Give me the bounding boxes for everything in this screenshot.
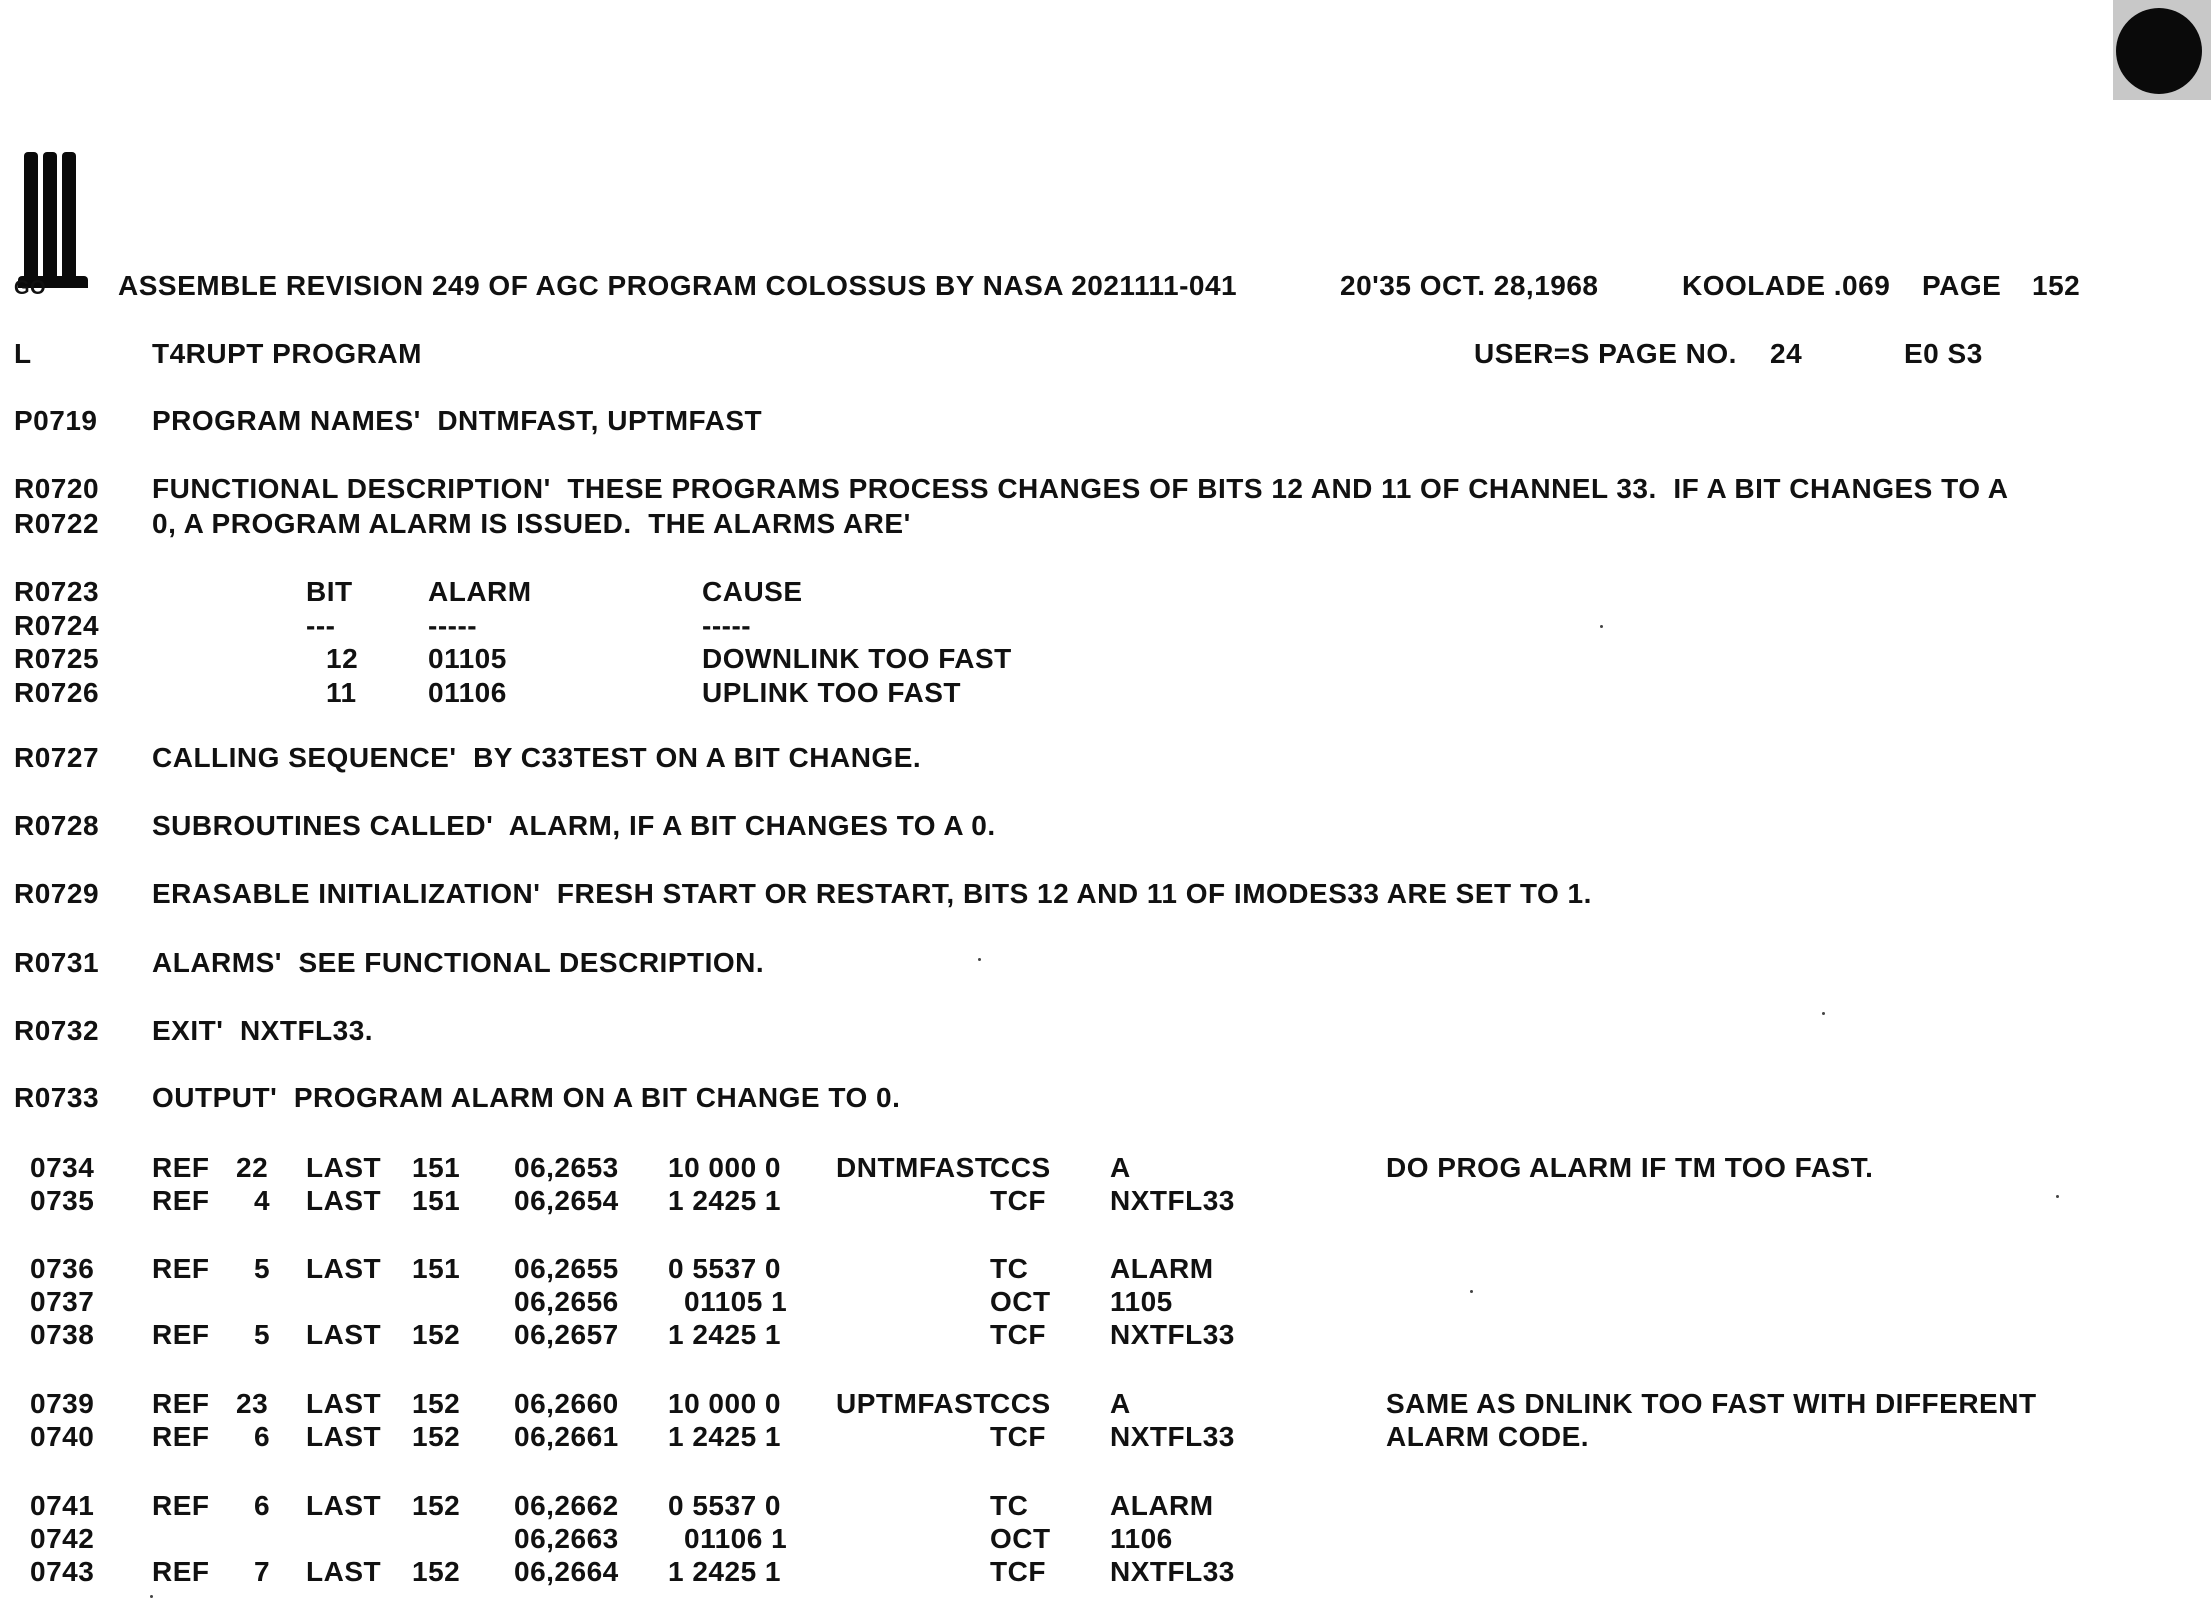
line-id: R0728 bbox=[14, 810, 100, 841]
section-title: T4RUPT PROGRAM bbox=[152, 338, 422, 369]
code-label: UPTMFAST bbox=[836, 1388, 991, 1419]
code-ref-count: 4 bbox=[254, 1185, 271, 1216]
code-operand: NXTFL33 bbox=[1110, 1421, 1235, 1452]
code-address: 06,2663 bbox=[514, 1523, 619, 1554]
code-ref: REF bbox=[152, 1490, 210, 1521]
code-word: 01106 1 bbox=[684, 1523, 788, 1554]
code-ref-count: 22 bbox=[236, 1152, 269, 1183]
line-id: R0727 bbox=[14, 742, 100, 773]
comment-text: 0, A PROGRAM ALARM IS ISSUED. THE ALARMS ARE' bbox=[152, 508, 911, 539]
code-last-page: 151 bbox=[412, 1185, 461, 1216]
line-id: R0723 bbox=[14, 576, 100, 607]
code-word: 1 2425 1 bbox=[668, 1319, 781, 1350]
line-id: 0735 bbox=[30, 1185, 95, 1216]
code-ref-count: 5 bbox=[254, 1253, 271, 1284]
alarm-table-cause: CAUSE bbox=[702, 576, 803, 607]
speck bbox=[1470, 1290, 1473, 1293]
line-id: 0737 bbox=[30, 1286, 95, 1317]
speck bbox=[1822, 1012, 1825, 1015]
code-last-page: 152 bbox=[412, 1319, 461, 1350]
header-mark: GO bbox=[14, 277, 47, 299]
code-opcode: CCS bbox=[990, 1388, 1051, 1419]
alarm-table-bit: BIT bbox=[306, 576, 353, 607]
code-last-page: 152 bbox=[412, 1388, 461, 1419]
code-word: 0 5537 0 bbox=[668, 1253, 781, 1284]
code-last: LAST bbox=[306, 1556, 382, 1587]
punch-hole-icon bbox=[2116, 8, 2202, 94]
code-comment: SAME AS DNLINK TOO FAST WITH DIFFERENT bbox=[1386, 1388, 2037, 1419]
code-ref: REF bbox=[152, 1152, 210, 1183]
line-id: 0736 bbox=[30, 1253, 95, 1284]
code-word: 1 2425 1 bbox=[668, 1185, 781, 1216]
code-ref-count: 5 bbox=[254, 1319, 271, 1350]
code-last-page: 152 bbox=[412, 1490, 461, 1521]
line-id: R0729 bbox=[14, 878, 100, 909]
code-last: LAST bbox=[306, 1152, 382, 1183]
page-number: 152 bbox=[2032, 270, 2081, 301]
code-ref: REF bbox=[152, 1185, 210, 1216]
code-address: 06,2656 bbox=[514, 1286, 619, 1317]
code-ref-count: 6 bbox=[254, 1490, 271, 1521]
code-comment: ALARM CODE. bbox=[1386, 1421, 1590, 1452]
code-operand: NXTFL33 bbox=[1110, 1319, 1235, 1350]
code-label: DNTMFAST bbox=[836, 1152, 993, 1183]
code-ref: REF bbox=[152, 1253, 210, 1284]
code-word: 1 2425 1 bbox=[668, 1556, 781, 1587]
code-address: 06,2657 bbox=[514, 1319, 619, 1350]
alarm-table-cause: DOWNLINK TOO FAST bbox=[702, 643, 1012, 674]
line-id: R0731 bbox=[14, 947, 100, 978]
code-ref: REF bbox=[152, 1421, 210, 1452]
line-id: 0740 bbox=[30, 1421, 95, 1452]
assembly-title: ASSEMBLE REVISION 249 OF AGC PROGRAM COLOSSUS BY NASA 2021111-041 bbox=[118, 270, 1238, 301]
code-last: LAST bbox=[306, 1421, 382, 1452]
line-id: R0722 bbox=[14, 508, 100, 539]
code-opcode: OCT bbox=[990, 1523, 1051, 1554]
alarm-table-alarm: ALARM bbox=[428, 576, 532, 607]
code-opcode: TCF bbox=[990, 1185, 1046, 1216]
code-opcode: TC bbox=[990, 1253, 1029, 1284]
line-id: R0725 bbox=[14, 643, 100, 674]
alarm-table-alarm: 01106 bbox=[428, 677, 507, 708]
code-ref: REF bbox=[152, 1319, 210, 1350]
line-id: R0726 bbox=[14, 677, 100, 708]
line-id: 0742 bbox=[30, 1523, 95, 1554]
alarm-table-bit: --- bbox=[306, 610, 336, 641]
speck bbox=[2056, 1195, 2059, 1198]
code-operand: 1106 bbox=[1110, 1523, 1173, 1554]
speck bbox=[978, 958, 981, 961]
code-address: 06,2664 bbox=[514, 1556, 619, 1587]
assembly-user: KOOLADE .069 bbox=[1682, 270, 1891, 301]
line-id: 0738 bbox=[30, 1319, 95, 1350]
code-last: LAST bbox=[306, 1388, 382, 1419]
alarm-table-bit: 11 bbox=[326, 677, 357, 708]
code-word: 01105 1 bbox=[684, 1286, 788, 1317]
code-last-page: 151 bbox=[412, 1253, 461, 1284]
assembly-datetime: 20'35 OCT. 28,1968 bbox=[1340, 270, 1599, 301]
code-address: 06,2662 bbox=[514, 1490, 619, 1521]
alarm-table-bit: 12 bbox=[326, 643, 359, 674]
line-id: 0741 bbox=[30, 1490, 95, 1521]
code-ref-count: 7 bbox=[254, 1556, 271, 1587]
code-operand: A bbox=[1110, 1388, 1131, 1419]
code-operand: 1105 bbox=[1110, 1286, 1173, 1317]
code-ref-count: 6 bbox=[254, 1421, 271, 1452]
code-operand: NXTFL33 bbox=[1110, 1185, 1235, 1216]
line-id: R0720 bbox=[14, 473, 100, 504]
code-word: 10 000 0 bbox=[668, 1152, 781, 1183]
line-id: 0734 bbox=[30, 1152, 95, 1183]
code-word: 10 000 0 bbox=[668, 1388, 781, 1419]
code-operand: NXTFL33 bbox=[1110, 1556, 1235, 1587]
code-address: 06,2653 bbox=[514, 1152, 619, 1183]
user-page-number: 24 bbox=[1770, 338, 1803, 369]
code-opcode: TC bbox=[990, 1490, 1029, 1521]
alarm-table-cause: UPLINK TOO FAST bbox=[702, 677, 961, 708]
section-code: E0 S3 bbox=[1904, 338, 1983, 369]
page-label: PAGE bbox=[1922, 270, 2002, 301]
code-word: 1 2425 1 bbox=[668, 1421, 781, 1452]
code-last-page: 152 bbox=[412, 1556, 461, 1587]
code-last: LAST bbox=[306, 1185, 382, 1216]
speck bbox=[1600, 625, 1603, 628]
subheader-flag: L bbox=[14, 338, 32, 369]
code-ref: REF bbox=[152, 1388, 210, 1419]
speck bbox=[150, 1595, 153, 1598]
code-opcode: CCS bbox=[990, 1152, 1051, 1183]
code-last-page: 152 bbox=[412, 1421, 461, 1452]
code-ref: REF bbox=[152, 1556, 210, 1587]
code-last: LAST bbox=[306, 1490, 382, 1521]
comment-text: CALLING SEQUENCE' BY C33TEST ON A BIT CHANGE. bbox=[152, 742, 922, 773]
code-last: LAST bbox=[306, 1253, 382, 1284]
code-opcode: TCF bbox=[990, 1556, 1046, 1587]
line-id: R0724 bbox=[14, 610, 100, 641]
alarm-table-alarm: 01105 bbox=[428, 643, 507, 674]
film-sync-mark-icon bbox=[18, 148, 82, 288]
comment-text: FUNCTIONAL DESCRIPTION' THESE PROGRAMS PROCESS CHANGES OF BITS 12 AND 11 OF CHANNEL 33. IF A BIT CHANGES TO A bbox=[152, 473, 2009, 504]
code-address: 06,2660 bbox=[514, 1388, 619, 1419]
code-operand: A bbox=[1110, 1152, 1131, 1183]
line-id: 0743 bbox=[30, 1556, 95, 1587]
comment-text: OUTPUT' PROGRAM ALARM ON A BIT CHANGE TO 0. bbox=[152, 1082, 901, 1113]
line-id: R0732 bbox=[14, 1015, 100, 1046]
code-operand: ALARM bbox=[1110, 1490, 1214, 1521]
code-ref-count: 23 bbox=[236, 1388, 269, 1419]
alarm-table-alarm: ----- bbox=[428, 610, 478, 641]
code-address: 06,2655 bbox=[514, 1253, 619, 1284]
code-address: 06,2661 bbox=[514, 1421, 619, 1452]
code-opcode: TCF bbox=[990, 1421, 1046, 1452]
code-operand: ALARM bbox=[1110, 1253, 1214, 1284]
code-last-page: 151 bbox=[412, 1152, 461, 1183]
comment-text: EXIT' NXTFL33. bbox=[152, 1015, 374, 1046]
code-last: LAST bbox=[306, 1319, 382, 1350]
line-id: R0733 bbox=[14, 1082, 100, 1113]
code-word: 0 5537 0 bbox=[668, 1490, 781, 1521]
comment-text: ERASABLE INITIALIZATION' FRESH START OR RESTART, BITS 12 AND 11 OF IMODES33 ARE SET TO 1. bbox=[152, 878, 1592, 909]
line-id: 0739 bbox=[30, 1388, 95, 1419]
line-id: P0719 bbox=[14, 405, 98, 436]
code-address: 06,2654 bbox=[514, 1185, 619, 1216]
code-opcode: OCT bbox=[990, 1286, 1051, 1317]
alarm-table-cause: ----- bbox=[702, 610, 752, 641]
comment-text: ALARMS' SEE FUNCTIONAL DESCRIPTION. bbox=[152, 947, 765, 978]
comment-text: PROGRAM NAMES' DNTMFAST, UPTMFAST bbox=[152, 405, 763, 436]
user-page-label: USER=S PAGE NO. bbox=[1474, 338, 1737, 369]
comment-text: SUBROUTINES CALLED' ALARM, IF A BIT CHANGES TO A 0. bbox=[152, 810, 996, 841]
code-comment: DO PROG ALARM IF TM TOO FAST. bbox=[1386, 1152, 1874, 1183]
code-opcode: TCF bbox=[990, 1319, 1046, 1350]
